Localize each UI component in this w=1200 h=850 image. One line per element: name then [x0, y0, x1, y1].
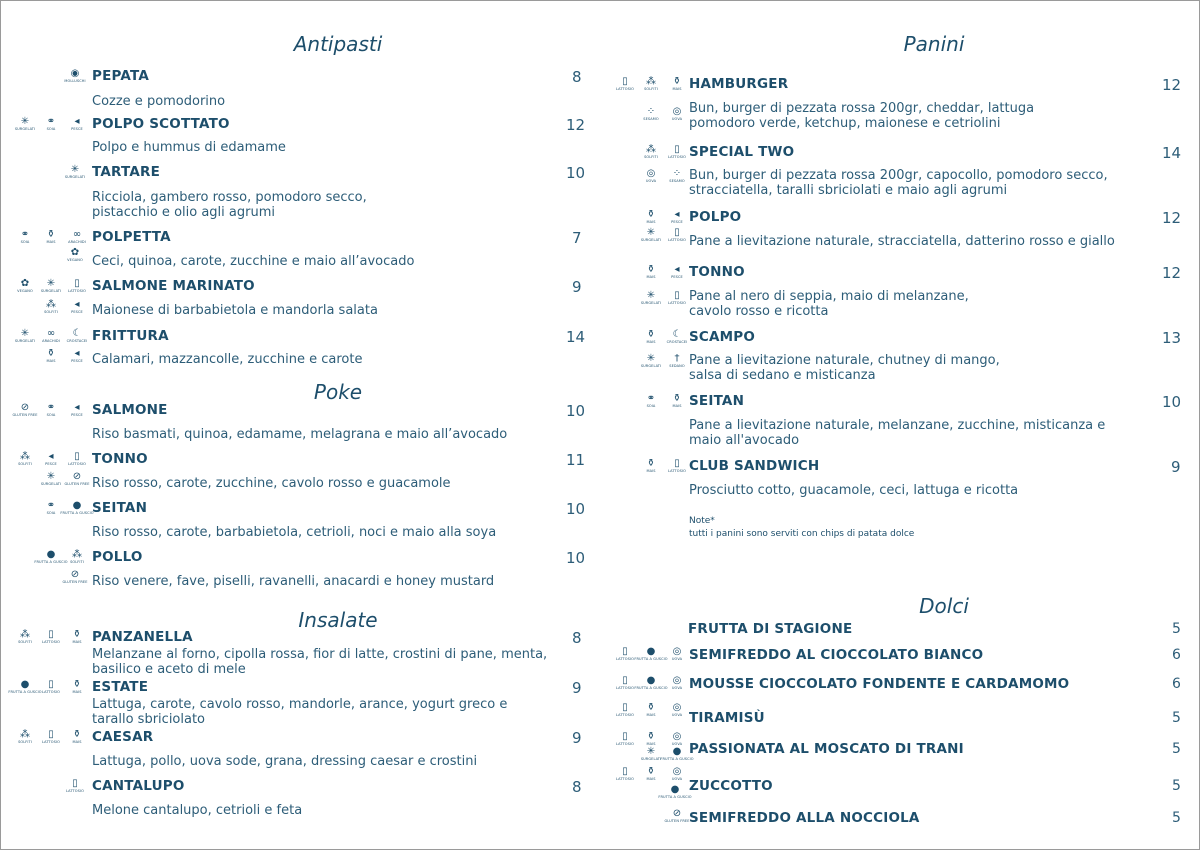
- item-price: 10: [1162, 393, 1182, 411]
- milk-icon: ▯ LATTOSIO: [42, 629, 60, 644]
- snowflake-icon: ✳ SURGELATI: [40, 471, 62, 486]
- allergen-icons: [12, 278, 90, 298]
- fish-icon: ◂ PESCE: [45, 451, 57, 466]
- allergen-icons: [638, 264, 690, 284]
- snowflake-icon: ✳ SURGELATI: [14, 328, 36, 343]
- snowflake-icon: ✳ SURGELATI: [640, 227, 662, 242]
- fish-icon: ◂ PESCE: [71, 402, 83, 417]
- nut-icon: ● FRUTTA A GUSCIO: [8, 679, 42, 694]
- allergen-icons: [12, 116, 90, 136]
- shell-icon: ◉ MOLLUSCHI: [64, 68, 86, 83]
- fish-icon: ◂ PESCE: [671, 264, 683, 279]
- item-price: 11: [566, 451, 586, 469]
- soy-icon: ⚭ SOIA: [46, 116, 56, 131]
- allergen-icons: [38, 500, 94, 520]
- item-price: 8: [572, 778, 582, 796]
- item-price: 12: [1162, 76, 1182, 94]
- allergen-icons: [638, 227, 690, 247]
- item-name: CLUB SANDWICH: [689, 458, 820, 474]
- item-name: TIRAMISÙ: [689, 710, 765, 726]
- item-name: PANZANELLA: [92, 629, 193, 645]
- snowflake-icon: ✳ SURGELATI: [64, 164, 86, 179]
- item-name: ZUCCOTTO: [689, 778, 773, 794]
- item-price: 6: [1172, 647, 1181, 663]
- item-name: HAMBURGER: [689, 76, 789, 92]
- sulphite-icon: ⁂ SOLFITI: [18, 629, 32, 644]
- sulphite-icon: ⁂ SOLFITI: [44, 299, 58, 314]
- corn-icon: ⚱ MAIS: [646, 766, 656, 781]
- milk-icon: ▯ LATTOSIO: [616, 731, 634, 746]
- panini-note-text: tutti i panini sono serviti con chips di patata dolce: [689, 529, 915, 539]
- item-name: TARTARE: [92, 164, 161, 180]
- leaf-icon: ✿ VEGANO: [67, 247, 83, 262]
- allergen-icons: [638, 393, 690, 413]
- corn-icon: ⚱ MAIS: [646, 264, 656, 279]
- item-description: Melone cantalupo, cetrioli e feta: [92, 803, 303, 818]
- item-description: Pane a lievitazione naturale, stracciatella, datterino rosso e giallo: [689, 234, 1115, 249]
- milk-icon: ▯ LATTOSIO: [616, 675, 634, 690]
- milk-icon: ▯ LATTOSIO: [68, 278, 86, 293]
- corn-icon: ⚱ MAIS: [672, 393, 682, 408]
- egg-icon: ◎ UOVA: [671, 766, 683, 781]
- allergen-icons: [612, 646, 690, 666]
- item-price: 10: [566, 402, 586, 420]
- item-name: PEPATA: [92, 68, 149, 84]
- item-name: SEMIFREDDO ALLA NOCCIOLA: [689, 810, 920, 826]
- corn-icon: ⚱ MAIS: [72, 629, 82, 644]
- item-price: 8: [572, 629, 582, 647]
- milk-icon: ▯ LATTOSIO: [668, 458, 686, 473]
- snowflake-icon: ✳ SURGELATI: [640, 290, 662, 305]
- celery-icon: † SEDANO: [669, 353, 685, 368]
- item-name: SALMONE MARINATO: [92, 278, 255, 294]
- section-title-panini: Panini: [903, 32, 965, 56]
- sesame-icon: ⁘ SESAMO: [669, 168, 685, 183]
- item-name: POLLO: [92, 549, 143, 565]
- allergen-icons: [638, 329, 690, 349]
- milk-icon: ▯ LATTOSIO: [668, 290, 686, 305]
- item-price: 7: [572, 229, 582, 247]
- allergen-icons: [638, 209, 690, 229]
- section-title-antipasti: Antipasti: [293, 32, 383, 56]
- corn-icon: ⚱ MAIS: [646, 329, 656, 344]
- item-price: 10: [566, 500, 586, 518]
- allergen-icons: [612, 766, 690, 786]
- item-name: SPECIAL TWO: [689, 144, 795, 160]
- milk-icon: ▯ LATTOSIO: [668, 144, 686, 159]
- allergen-icons: [12, 229, 90, 249]
- sulphite-icon: ⁂ SOLFITI: [18, 729, 32, 744]
- allergen-icons: [62, 247, 88, 267]
- item-description: Cozze e pomodorino: [92, 94, 226, 109]
- egg-icon: ◎ UOVA: [671, 702, 683, 717]
- corn-icon: ⚱ MAIS: [46, 348, 56, 363]
- section-title-insalate: Insalate: [298, 608, 378, 632]
- item-name: POLPO: [689, 209, 742, 225]
- item-price: 5: [1172, 810, 1181, 826]
- item-name: CANTALUPO: [92, 778, 185, 794]
- item-description: Pane a lievitazione naturale, chutney di mango, salsa di sedano e misticanza: [689, 353, 1000, 383]
- soy-icon: ⚭ SOIA: [46, 500, 56, 515]
- allergen-icons: [638, 290, 690, 310]
- item-name: MOUSSE CIOCCOLATO FONDENTE E CARDAMOMO: [689, 676, 1070, 692]
- allergen-icons: [62, 569, 88, 589]
- milk-icon: ▯ LATTOSIO: [616, 76, 634, 91]
- section-title-poke: Poke: [313, 380, 363, 404]
- item-description: Polpo e hummus di edamame: [92, 140, 286, 155]
- allergen-icons: [12, 328, 90, 348]
- nut-icon: ● FRUTTA A GUSCIO: [634, 646, 668, 661]
- corn-icon: ⚱ MAIS: [672, 76, 682, 91]
- corn-icon: ⚱ MAIS: [646, 731, 656, 746]
- item-price: 14: [1162, 144, 1182, 162]
- item-name: SEITAN: [689, 393, 745, 409]
- gluten-free-icon: ⊘ GLUTEN FREE: [62, 569, 88, 584]
- section-title-dolci: Dolci: [919, 594, 969, 618]
- snowflake-icon: ✳ SURGELATI: [40, 278, 62, 293]
- allergen-icons: [612, 702, 690, 722]
- milk-icon: ▯ LATTOSIO: [42, 679, 60, 694]
- egg-icon: ◎ UOVA: [671, 675, 683, 690]
- item-description: Ricciola, gambero rosso, pomodoro secco, pistacchio e olio agli agrumi: [92, 190, 367, 220]
- item-name: POLPETTA: [92, 229, 171, 245]
- corn-icon: ⚱ MAIS: [72, 729, 82, 744]
- sulphite-icon: ⁂ SOLFITI: [18, 451, 32, 466]
- item-price: 10: [566, 549, 586, 567]
- item-price: 12: [1162, 264, 1182, 282]
- crustacean-icon: ☾ CROSTACEI: [66, 328, 88, 343]
- item-price: 10: [566, 164, 586, 182]
- gluten-free-icon: ⊘ GLUTEN FREE: [664, 808, 690, 823]
- allergen-icons: [612, 76, 690, 96]
- milk-icon: ▯ LATTOSIO: [616, 646, 634, 661]
- item-name: FRITTURA: [92, 328, 169, 344]
- egg-icon: ◎ UOVA: [671, 731, 683, 746]
- item-description: Riso rosso, carote, zucchine, cavolo rosso e guacamole: [92, 476, 451, 491]
- item-name: SALMONE: [92, 402, 168, 418]
- item-price: 14: [566, 328, 586, 346]
- allergen-icons: [12, 402, 90, 422]
- item-name: SEITAN: [92, 500, 148, 516]
- leaf-icon: ✿ VEGANO: [17, 278, 33, 293]
- item-name: POLPO SCOTTATO: [92, 116, 230, 132]
- item-description: Lattuga, pollo, uova sode, grana, dressing caesar e crostini: [92, 754, 478, 769]
- item-name: SEMIFREDDO AL CIOCCOLATO BIANCO: [689, 647, 984, 663]
- nut-icon: ● FRUTTA A GUSCIO: [660, 746, 694, 761]
- fish-icon: ◂ PESCE: [71, 348, 83, 363]
- item-price: 9: [572, 679, 582, 697]
- gluten-free-icon: ⊘ GLUTEN FREE: [12, 402, 38, 417]
- corn-icon: ⚱ MAIS: [72, 679, 82, 694]
- item-description: Lattuga, carote, cavolo rosso, mandorle, arance, yogurt greco e tarallo sbriciolato: [92, 697, 508, 727]
- milk-icon: ▯ LATTOSIO: [616, 766, 634, 781]
- egg-icon: ◎ UOVA: [645, 168, 657, 183]
- allergen-icons: [658, 784, 692, 804]
- sulphite-icon: ⁂ SOLFITI: [70, 549, 84, 564]
- corn-icon: ⚱ MAIS: [46, 229, 56, 244]
- item-description: Bun, burger di pezzata rossa 200gr, cheddar, lattuga pomodoro verde, ketchup, maionese e cetriolini: [689, 101, 1035, 131]
- allergen-icons: [34, 549, 90, 569]
- item-description: Pane al nero di seppia, maio di melanzane, cavolo rosso e ricotta: [689, 289, 969, 319]
- item-description: Maionese di barbabietola e mandorla salata: [92, 303, 378, 318]
- snowflake-icon: ✳ SURGELATI: [640, 353, 662, 368]
- soy-icon: ⚭ SOIA: [46, 402, 56, 417]
- item-price: 5: [1172, 710, 1181, 726]
- item-name: SCAMPO: [689, 329, 756, 345]
- item-name: TONNO: [689, 264, 745, 280]
- crustacean-icon: ☾ CROSTACEI: [666, 329, 688, 344]
- nut-icon: ● FRUTTA A GUSCIO: [658, 784, 692, 799]
- gluten-free-icon: ⊘ GLUTEN FREE: [64, 471, 90, 486]
- nut-icon: ● FRUTTA A GUSCIO: [34, 549, 68, 564]
- nut-icon: ● FRUTTA A GUSCIO: [634, 675, 668, 690]
- item-name: CAESAR: [92, 729, 154, 745]
- item-price: 5: [1172, 741, 1181, 757]
- peanut-icon: ∞ ARACHIDI: [42, 328, 60, 343]
- allergen-icons: [12, 451, 90, 471]
- item-price: 9: [1171, 458, 1181, 476]
- fish-icon: ◂ PESCE: [671, 209, 683, 224]
- snowflake-icon: ✳ SURGELATI: [14, 116, 36, 131]
- allergen-icons: [62, 164, 88, 184]
- milk-icon: ▯ LATTOSIO: [42, 729, 60, 744]
- allergen-icons: [12, 629, 90, 649]
- item-description: Melanzane al forno, cipolla rossa, fior di latte, crostini di pane, menta, basilico e aceto di mele: [92, 647, 548, 677]
- item-name: PASSIONATA AL MOSCATO DI TRANI: [689, 741, 964, 757]
- milk-icon: ▯ LATTOSIO: [616, 702, 634, 717]
- item-description: Calamari, mazzancolle, zucchine e carote: [92, 352, 363, 367]
- allergen-icons: [612, 675, 690, 695]
- item-description: Riso venere, fave, piselli, ravanelli, anacardi e honey mustard: [92, 574, 495, 589]
- milk-icon: ▯ LATTOSIO: [68, 451, 86, 466]
- nut-icon: ● FRUTTA A GUSCIO: [60, 500, 94, 515]
- allergen-icons: [38, 299, 90, 319]
- item-name: TONNO: [92, 451, 148, 467]
- item-price: 9: [572, 729, 582, 747]
- allergen-icons: [664, 808, 690, 828]
- allergen-icons: [62, 68, 88, 88]
- allergen-icons: [638, 353, 690, 373]
- fish-icon: ◂ PESCE: [71, 116, 83, 131]
- sesame-icon: ⁘ SESAMO: [643, 106, 659, 121]
- corn-icon: ⚱ MAIS: [646, 209, 656, 224]
- milk-icon: ▯ LATTOSIO: [668, 227, 686, 242]
- allergen-icons: [12, 729, 90, 749]
- item-name: FRUTTA DI STAGIONE: [688, 621, 853, 637]
- milk-icon: ▯ LATTOSIO: [66, 778, 84, 793]
- allergen-icons: [38, 471, 90, 491]
- allergen-icons: [638, 106, 690, 126]
- item-price: 12: [1162, 209, 1182, 227]
- sulphite-icon: ⁂ SOLFITI: [644, 144, 658, 159]
- allergen-icons: [638, 746, 694, 766]
- allergen-icons: [638, 144, 690, 164]
- item-description: Pane a lievitazione naturale, melanzane, zucchine, misticanza e maio all'avocado: [689, 418, 1106, 448]
- corn-icon: ⚱ MAIS: [646, 702, 656, 717]
- item-description: Riso rosso, carote, barbabietola, cetrioli, noci e maio alla soya: [92, 525, 497, 540]
- item-description: Prosciutto cotto, guacamole, ceci, lattuga e ricotta: [689, 483, 1019, 498]
- allergen-icons: [62, 778, 88, 798]
- snowflake-icon: ✳ SURGELATI: [640, 746, 662, 761]
- item-price: 5: [1172, 621, 1181, 637]
- panini-note-title: Note*: [689, 516, 715, 526]
- item-description: Bun, burger di pezzata rossa 200gr, capocollo, pomodoro secco, stracciatella, taralli sbriciolati e maio agli agrumi: [689, 168, 1108, 198]
- allergen-icons: [638, 458, 690, 478]
- peanut-icon: ∞ ARACHIDI: [68, 229, 86, 244]
- soy-icon: ⚭ SOIA: [20, 229, 30, 244]
- item-description: Riso basmati, quinoa, edamame, melagrana e maio all’avocado: [92, 427, 508, 442]
- item-name: ESTATE: [92, 679, 149, 695]
- allergen-icons: [8, 679, 90, 699]
- soy-icon: ⚭ SOIA: [646, 393, 656, 408]
- item-price: 6: [1172, 676, 1181, 692]
- item-price: 9: [572, 278, 582, 296]
- allergen-icons: [38, 348, 90, 368]
- egg-icon: ◎ UOVA: [671, 646, 683, 661]
- item-price: 13: [1162, 329, 1182, 347]
- egg-icon: ◎ UOVA: [671, 106, 683, 121]
- fish-icon: ◂ PESCE: [71, 299, 83, 314]
- corn-icon: ⚱ MAIS: [646, 458, 656, 473]
- item-description: Ceci, quinoa, carote, zucchine e maio all’avocado: [92, 254, 415, 269]
- item-price: 12: [566, 116, 586, 134]
- item-price: 8: [572, 68, 582, 86]
- allergen-icons: [638, 168, 690, 188]
- sulphite-icon: ⁂ SOLFITI: [644, 76, 658, 91]
- item-price: 5: [1172, 778, 1181, 794]
